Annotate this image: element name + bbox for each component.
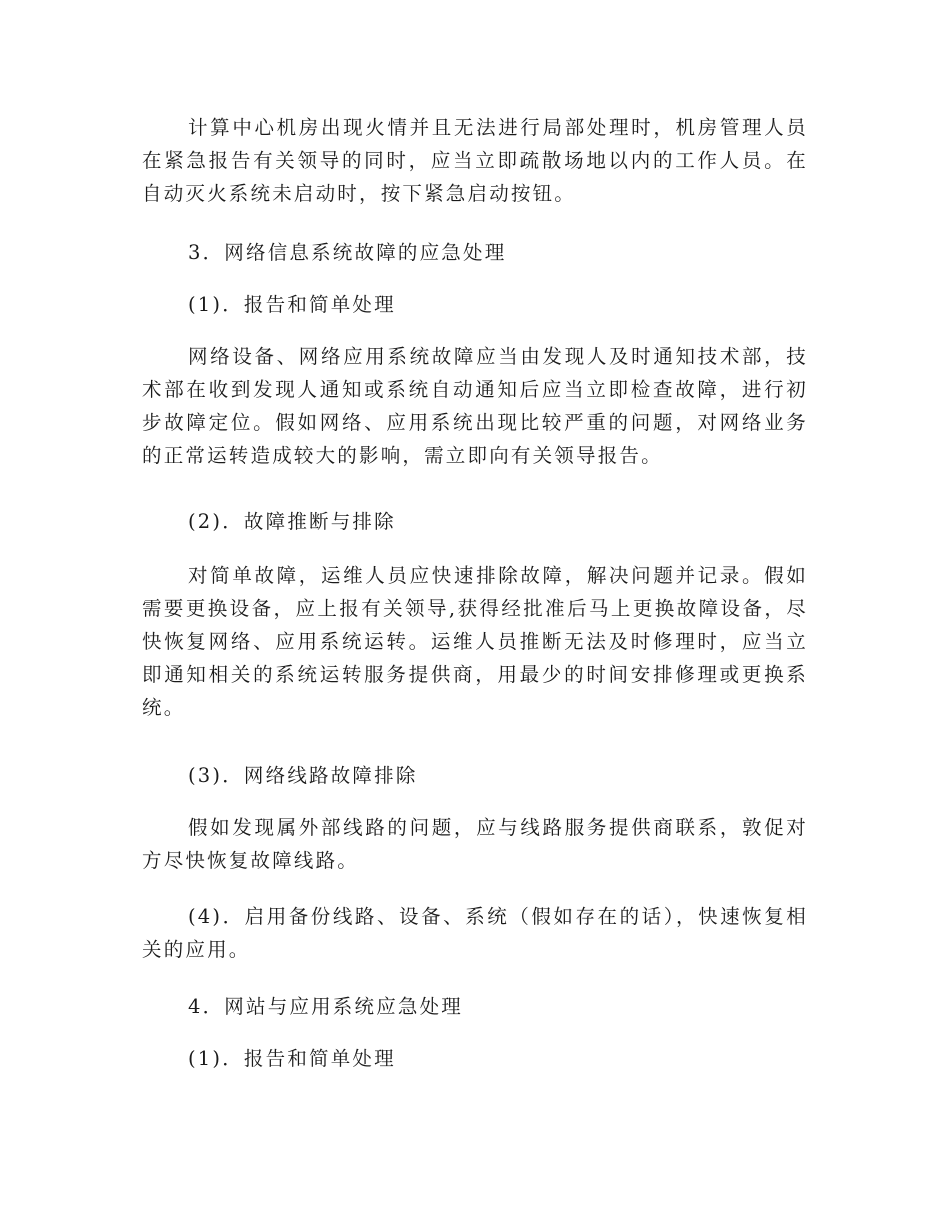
- paragraph-network-fault-report: 网络设备、网络应用系统故障应当由发现人及时通知技术部，技术部在收到发现人通知或系统自动通知后应当立即检查故障，进行初步故障定位。假如网络、应用系统出现比较严重的问题，对网络业务的正常运转造成较大的影响，需立即向有关领导报告。: [142, 345, 808, 467]
- paragraph-line-fault: 假如发现属外部线路的问题，应与线路服务提供商联系，敦促对方尽快恢复故障线路。: [142, 816, 808, 872]
- subheading-3-2: (2)．故障推断与排除: [188, 510, 396, 533]
- paragraph-fire-response: 计算中心机房出现火情并且无法进行局部处理时，机房管理人员在紧急报告有关领导的同时，应当立即疏散场地以内的工作人员。在自动灭火系统未启动时，按下紧急启动按钮。: [142, 116, 808, 205]
- section-heading-4: 4．网站与应用系统应急处理: [188, 995, 464, 1018]
- subheading-4-1: (1)．报告和简单处理: [188, 1047, 396, 1070]
- paragraph-fault-diagnosis: 对简单故障，运维人员应快速排除故障，解决问题并记录。假如需要更换设备，应上报有关领导,获得经批准后马上更换故障设备，尽快恢复网络、应用系统运转。运维人员推断无法及时修理时，应当立即通知相关的系统运转服务提供商，用最少的时间安排修理或更换系统。: [142, 564, 808, 719]
- section-heading-3: 3．网络信息系统故障的应急处理: [188, 241, 507, 264]
- subheading-3-3: (3)．网络线路故障排除: [188, 764, 418, 787]
- subheading-3-1: (1)．报告和简单处理: [188, 293, 396, 316]
- paragraph-backup: (4)．启用备份线路、设备、系统（假如存在的话），快速恢复相关的应用。: [142, 905, 808, 961]
